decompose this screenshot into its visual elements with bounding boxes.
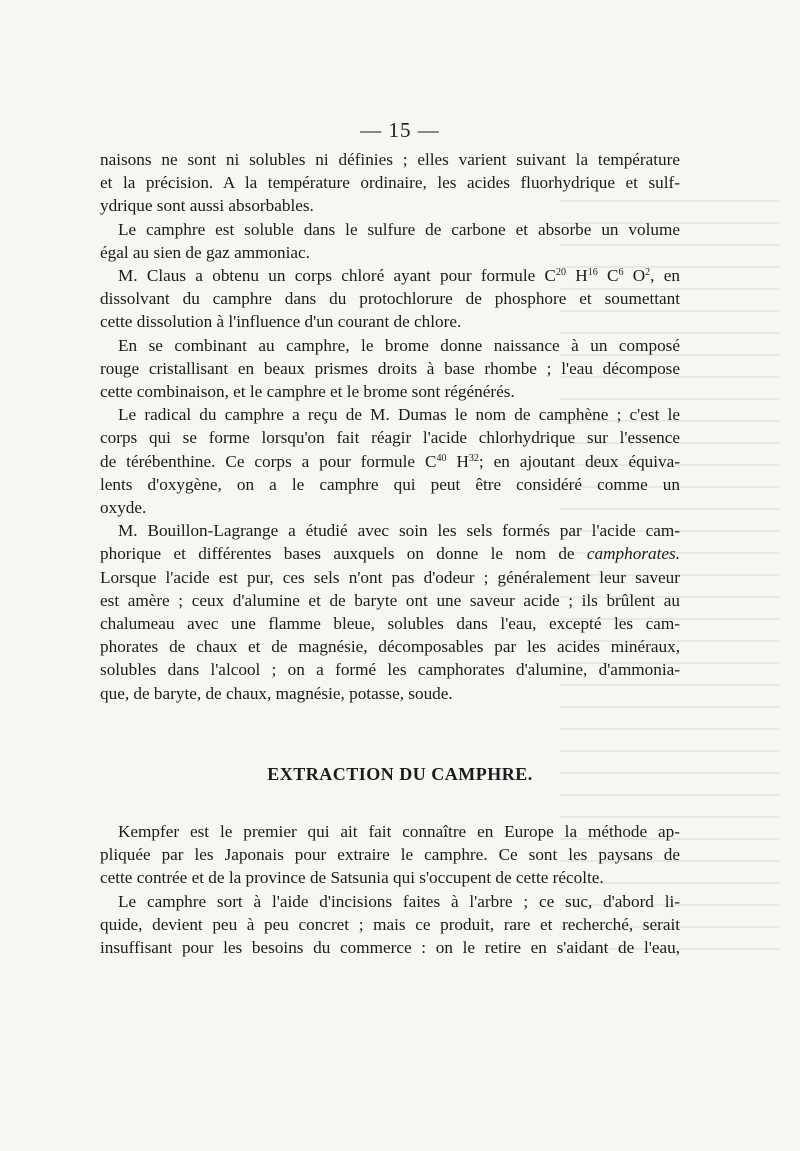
text-line: naisons ne sont ni solubles ni définies ; elles varient suivant la température	[100, 150, 680, 169]
text-line: Le camphre sort à l'aide d'incisions faites à l'arbre ; ce suc, d'abord li-	[118, 891, 680, 911]
text-line: et la précision. A la température ordinaire, les acides fluorhydrique et sulf-	[100, 173, 680, 193]
text-line: M. Bouillon-Lagrange a étudié avec soin les sels formés par l'acide cam-	[118, 521, 680, 541]
page-number: — 15 —	[360, 118, 440, 142]
text-line: phorique et différentes bases auxquels on donne le nom de camphorates.	[100, 544, 680, 564]
formula-line: de térébenthine. Ce corps a pour formule $C^{40}$ $H^{32}$; en ajoutant deux équiva-	[100, 451, 680, 471]
section-heading: EXTRACTION DU CAMPHRE.	[267, 764, 533, 784]
text-line: solubles dans l'alcool ; on a formé les camphorates d'alumine, d'ammonia-	[100, 660, 680, 680]
text-line: corps qui se forme lorsqu'on fait réagir l'acide chlorhydrique sur l'essence	[100, 428, 680, 448]
body-text-bottom	[100, 820, 680, 959]
italic-term: camphorates.	[586, 544, 680, 564]
text-line: que, de baryte, de chaux, magnésie, potasse, soude.	[100, 683, 453, 703]
text-line: Le camphre est soluble dans le sulfure de carbone et absorbe un volume	[118, 219, 680, 239]
text-line: cette dissolution à l'influence d'un courant de chlore.	[100, 312, 462, 332]
text-line: est amère ; ceux d'alumine et de baryte ont une saveur acide ; ils brûlent au	[100, 590, 680, 610]
text-line: pliquée par les Japonais pour extraire le camphre. Ce sont les paysans de	[100, 845, 680, 865]
text-line: Le radical du camphre a reçu de M. Dumas le nom de camphène ; c'est le	[118, 405, 680, 425]
text-line: lents d'oxygène, on a le camphre qui peut être considéré comme un	[100, 474, 680, 494]
text-line: chalumeau avec une flamme bleue, solubles dans l'eau, excepté les cam-	[100, 614, 680, 634]
text-line: quide, devient peu à peu concret ; mais ce produit, rare et recherché, serait	[100, 914, 680, 934]
text-line: phorates de chaux et de magnésie, décomposables par les acides minéraux,	[100, 637, 680, 657]
text-line: égal au sien de gaz ammoniac.	[100, 242, 310, 262]
body-text-top	[100, 148, 680, 705]
text-line: Lorsque l'acide est pur, ces sels n'ont pas d'odeur ; généralement leur saveur	[100, 567, 680, 587]
text-line: cette contrée et de la province de Satsunia qui s'occupent de cette récolte.	[100, 868, 604, 888]
formula-line: M. Claus a obtenu un corps chloré ayant pour formule $C^{20}$ $H^{16}$ $C^6$ $O^2$, en	[118, 266, 680, 286]
text-line: Kempfer est le premier qui ait fait connaître en Europe la méthode ap-	[118, 822, 680, 841]
text-line: insuffisant pour les besoins du commerce : on le retire en s'aidant de l'eau,	[100, 938, 680, 958]
text-line: oxyde.	[100, 498, 147, 518]
text-line: dissolvant du camphre dans du protochlorure de phosphore et soumettant	[100, 289, 680, 309]
text-line: rouge cristallisant en beaux prismes droits à base rhombe ; l'eau décompose	[100, 358, 680, 378]
text-line: En se combinant au camphre, le brome donne naissance à un composé	[118, 335, 680, 355]
text-line: cette combinaison, et le camphre et le brome sont régénérés.	[100, 382, 515, 402]
text-line: ydrique sont aussi absorbables.	[100, 196, 314, 216]
